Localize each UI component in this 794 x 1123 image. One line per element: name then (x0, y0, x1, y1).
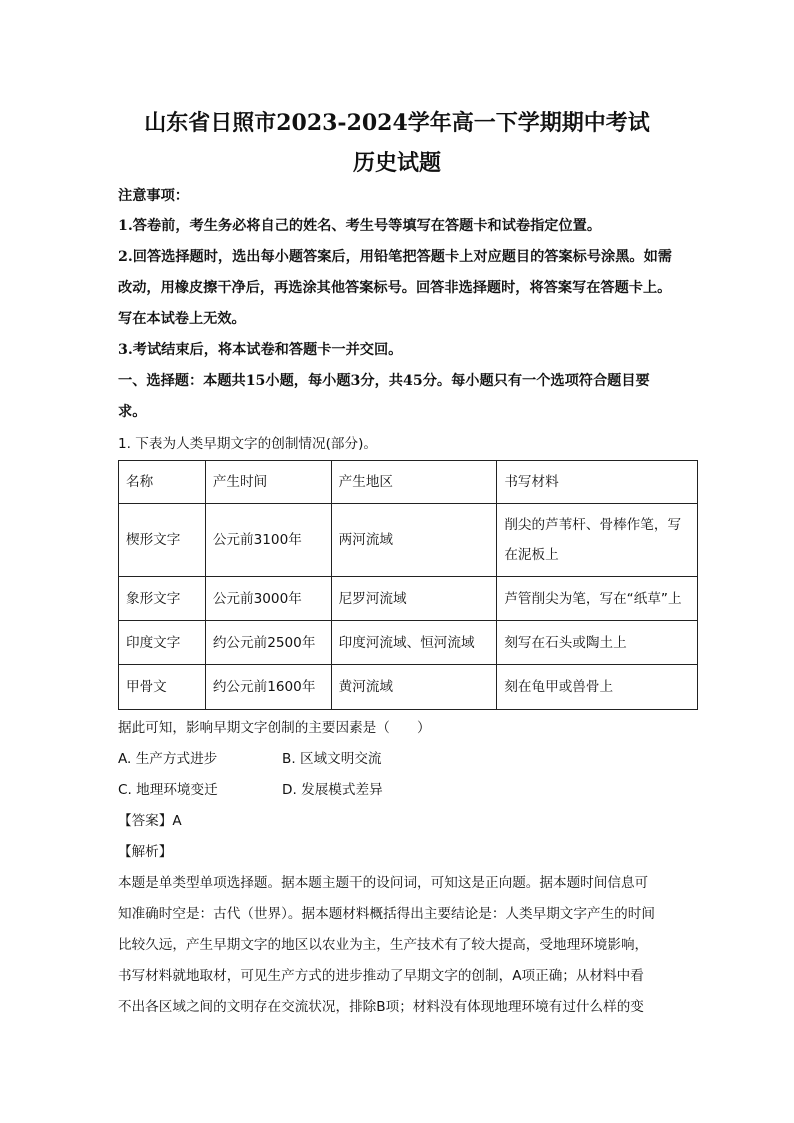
table-cell: 印度河流域、恒河流域 (331, 621, 497, 665)
table-cell: 公元前3000年 (205, 577, 331, 621)
table-cell: 公元前3100年 (205, 504, 331, 577)
table-header-cell: 产生时间 (205, 461, 331, 504)
table-cell: 象形文字 (119, 577, 206, 621)
question-1-stem: 1. 下表为人类早期文字的创制情况(部分)。 (118, 436, 377, 452)
table-header-row (119, 461, 698, 504)
table-cell: 芦管削尖为笔，写在“纸草”上 (497, 577, 698, 621)
table-header-cell: 产生地区 (331, 461, 497, 504)
table-cell-line: 在泥板上 (504, 547, 559, 563)
option-c: C. 地理环境变迁 (118, 782, 218, 798)
option-a: A. 生产方式进步 (118, 751, 218, 767)
page-title: 山东省日照市2023-2024学年高一下学期期中考试 (144, 110, 650, 136)
table-cell: 刻写在石头或陶土上 (497, 621, 698, 665)
table-cell: 刻在龟甲或兽骨上 (497, 665, 698, 710)
table-cell: 印度文字 (119, 621, 206, 665)
table-cell: 黄河流域 (331, 665, 497, 710)
analysis-heading: 【解析】 (118, 844, 173, 860)
question-1-prompt: 据此可知，影响早期文字创制的主要因素是（ ） (118, 720, 431, 736)
analysis-line: 书写材料就地取材，可见生产方式的进步推动了早期文字的创制，A项正确；从材料中看 (118, 968, 644, 984)
analysis-line: 本题是单类型单项选择题。据本题主题干的设问词，可知这是正向题。据本题时间信息可 (118, 875, 649, 891)
analysis-line: 知准确时空是：古代（世界）。据本题材料概括得出主要结论是：人类早期文字产生的时间 (118, 906, 655, 922)
writing-systems-table (118, 460, 698, 710)
table-cell-line: 削尖的芦苇杆、骨棒作笔，写 (504, 517, 682, 533)
table-cell: 约公元前2500年 (205, 621, 331, 665)
notice-heading: 注意事项： (118, 188, 189, 204)
notice-item-2-line-1: 2.回答选择题时，选出每小题答案后，用铅笔把答题卡上对应题目的答案标号涂黑。如需 (118, 249, 672, 265)
table-header-cell: 书写材料 (497, 461, 698, 504)
notice-item-3: 3.考试结束后，将本试卷和答题卡一并交回。 (118, 342, 403, 358)
notice-item-2-line-3: 写在本试卷上无效。 (118, 311, 246, 327)
table-cell: 楔形文字 (119, 504, 206, 577)
table-cell (497, 504, 698, 577)
answer-label: 【答案】A (118, 813, 182, 829)
table-cell: 约公元前1600年 (205, 665, 331, 710)
analysis-line: 不出各区域之间的文明存在交流状况，排除B项；材料没有体现地理环境有过什么样的变 (118, 999, 644, 1015)
table-cell: 两河流域 (331, 504, 497, 577)
section-heading-line-1: 一、选择题：本题共15小题，每小题3分，共45分。每小题只有一个选项符合题目要 (118, 373, 650, 389)
notice-item-1: 1.答卷前，考生务必将自己的姓名、考生号等填写在答题卡和试卷指定位置。 (118, 218, 602, 234)
table-row (119, 577, 698, 621)
table-row (119, 665, 698, 710)
table-cell: 尼罗河流域 (331, 577, 497, 621)
table-header-cell: 名称 (119, 461, 206, 504)
table-cell: 甲骨文 (119, 665, 206, 710)
table-row (119, 504, 698, 577)
analysis-line: 比较久远，产生早期文字的地区以农业为主，生产技术有了较大提高，受地理环境影响， (118, 937, 649, 953)
notice-item-2-line-2: 改动，用橡皮擦干净后，再选涂其他答案标号。回答非选择题时，将答案写在答题卡上。 (118, 280, 672, 296)
section-heading-line-2: 求。 (118, 404, 147, 420)
table-row (119, 621, 698, 665)
option-b: B. 区域文明交流 (282, 751, 382, 767)
page-subtitle: 历史试题 (352, 150, 441, 176)
option-d: D. 发展模式差异 (282, 782, 383, 798)
